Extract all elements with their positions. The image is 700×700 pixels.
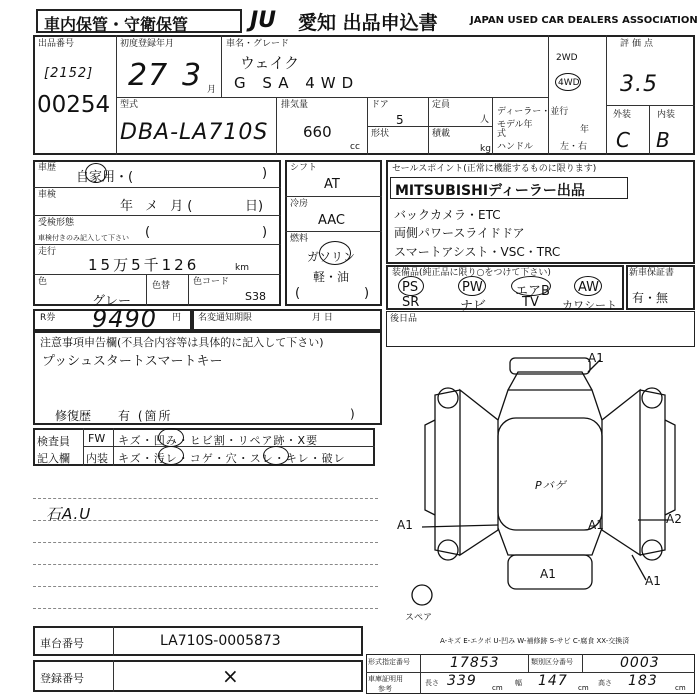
lot-number: 00254 (37, 92, 111, 118)
month-unit: 月 (207, 85, 217, 95)
warranty-label: 新車保証書 (629, 268, 675, 278)
capacity-unit: 人 (480, 115, 490, 125)
diagram-left-outline (435, 390, 460, 555)
diagram-windshield (508, 372, 592, 390)
plate-label: 登録番号 (40, 672, 84, 685)
diagram-wheel-rear-right (642, 540, 662, 560)
inspection-value: 年 メ 月( (120, 199, 197, 214)
sales-point-3: 両側パワースライドドア (394, 226, 525, 240)
ownership-open: ( (145, 225, 151, 240)
diagram-right-side (602, 390, 640, 555)
shape-label: 形状 (371, 129, 390, 139)
mileage-value: 15万5千126 (88, 256, 200, 274)
spare-label: スペア (405, 613, 433, 623)
diagram-roof (498, 418, 602, 530)
shift-value: AT (324, 177, 340, 192)
ownership-close: ) (262, 225, 268, 240)
repair-label: 修復歴 (55, 409, 92, 423)
repair-close: ) (350, 407, 355, 421)
mark-a1-quarter: A1 (588, 518, 604, 532)
color-code: S38 (245, 290, 266, 303)
dent-circle (158, 428, 184, 447)
inspector-note: 石A.U (46, 505, 92, 523)
length-label: 長さ (425, 679, 439, 687)
diagram-a1-rear-leader (632, 555, 646, 580)
equipment-label: 装備品(純正品に限り○をつけて下さい) (392, 268, 551, 278)
damage-legend: A-キズ E-エクボ U-凹み W-補修跡 S-サビ C-腐食 XX-交換済 (440, 637, 630, 645)
diagram-hood (498, 390, 602, 420)
ownership-sub: 車検付きのみ記入して下さい (38, 234, 129, 242)
aw-circle (574, 276, 602, 296)
vehicle-grade: G SA 4WD (234, 74, 360, 92)
sales-point-4: スマートアシスト・VSC・TRC (394, 245, 561, 259)
history-label: 車歴 (38, 163, 57, 173)
storage-label: 車内保管・守衛保管 (44, 15, 189, 34)
sales-point-1: MITSUBISHIディーラー出品 (395, 183, 585, 199)
equip-airbag: エアB (515, 284, 550, 299)
equip-tv: TV (522, 295, 539, 310)
sales-point-1-box (390, 177, 628, 199)
reference-label: 参考 (378, 685, 392, 693)
history-value: 自家用・( (76, 170, 134, 185)
score-value: 3.5 (620, 72, 658, 97)
dealer-label: ディーラー・並行 (497, 107, 569, 117)
airbag-circle (511, 276, 551, 296)
height-value: 183 (628, 673, 658, 689)
repair-value: 有 (箇所 (118, 409, 173, 423)
diagram-right-mirror (665, 420, 675, 515)
mark-roof: Pバゲ (535, 479, 567, 492)
lot-label: 出品番号 (38, 39, 75, 49)
capacity-label: 定員 (432, 100, 451, 110)
fuel-options-1: ガソリン (307, 250, 356, 264)
doors-label: ドア (371, 100, 389, 110)
cooling-value: AAC (318, 213, 345, 228)
storage-label-box (36, 9, 242, 33)
length-value: 339 (447, 673, 477, 689)
doors-value: 5 (396, 113, 404, 127)
warranty-value: 有・無 (632, 291, 669, 305)
length-unit: cm (492, 684, 503, 692)
color-label: 色 (38, 277, 48, 287)
registration-month: 3 (182, 58, 203, 93)
equip-aw: AW (578, 280, 600, 295)
fw-items: キズ・凹み・ヒビ割・リペア跡・X要 (118, 434, 319, 447)
equip-navi: ナビ (460, 299, 487, 314)
displacement-value: 660 (303, 123, 332, 141)
fw-label: FW (88, 432, 106, 445)
equip-sr: SR (402, 295, 420, 310)
later-items-label: 後日品 (390, 314, 418, 324)
width-value: 147 (538, 673, 568, 689)
inspection-label: 車検 (38, 190, 57, 200)
type-spec-label: 形式指定番号 (368, 658, 410, 666)
vehicle-name-label: 車名・グレード (226, 39, 290, 49)
interior-label: 内装 (657, 110, 676, 120)
equip-pw: PW (462, 280, 483, 295)
category-number: 0003 (620, 655, 660, 671)
handle-label: ハンドル (497, 142, 534, 152)
model-year-label: モデル年式 (497, 120, 533, 139)
load-unit: kg (480, 144, 491, 154)
interior-label-row: 内装 (86, 452, 108, 465)
mark-a2-right: A2 (666, 512, 682, 526)
inspection-close: 日) (245, 199, 264, 214)
cooling-label: 冷房 (290, 199, 309, 209)
association-name: JAPAN USED CAR DEALERS ASSOCIATION (470, 15, 698, 26)
private-use-circle (85, 163, 107, 183)
height-label: 高さ (598, 679, 612, 687)
equip-power-seat: カワシート (562, 299, 617, 312)
mileage-label: 走行 (38, 247, 57, 257)
type-spec-number: 17853 (450, 655, 500, 671)
vehicle-name: ウェイク (240, 54, 300, 72)
recycle-value: 9490 (92, 305, 158, 333)
registration-label: 初度登録年月 (120, 39, 175, 49)
exterior-label: 外装 (613, 110, 632, 120)
handle-options: 左・右 (560, 142, 588, 152)
gasoline-circle (319, 241, 351, 265)
fuel-open: ( (295, 286, 301, 301)
height-unit: cm (675, 684, 686, 692)
diagram-wheel-front-right (642, 388, 662, 408)
fuel-options-2: 軽・油 (313, 270, 350, 284)
lot-bracket: [2152] (44, 66, 94, 81)
wear-circle (263, 446, 289, 465)
fuel-label: 燃料 (290, 234, 309, 244)
stain-circle (158, 446, 184, 465)
score-label: 評価点 (620, 39, 657, 49)
history-close: ) (262, 166, 268, 181)
displacement-label: 排気量 (281, 100, 309, 110)
shift-label: シフト (290, 163, 318, 173)
model-value: DBA-LA710S (120, 120, 269, 145)
plate-value: × (222, 664, 239, 688)
mark-a1-left: A1 (397, 518, 413, 532)
category-label: 類別区分番号 (531, 658, 573, 666)
recycle-label: R券 (40, 313, 56, 323)
recycle-unit: 円 (172, 313, 182, 323)
interior-score: B (656, 128, 671, 152)
mark-a1-rear: A1 (540, 567, 556, 581)
width-unit: cm (578, 684, 589, 692)
model-label: 型式 (120, 100, 139, 110)
chassis-number: LA710S-0005873 (160, 633, 281, 649)
ju-logo: JU (250, 8, 277, 33)
diagram-right-outline (640, 390, 665, 555)
color-code-label: 色コード (193, 277, 230, 287)
diagram-spare-tire (412, 585, 432, 605)
mark-a1-rear-right: A1 (645, 574, 661, 588)
displacement-unit: cc (350, 142, 360, 152)
notes-line-1: プッシュスタートスマートキー (42, 354, 223, 369)
diagram-left-mirror (425, 420, 435, 515)
mark-a1-front: A1 (588, 351, 604, 365)
drive-4wd-circle (555, 73, 581, 91)
notes-label: 注意事項申告欄(不具合内容等は具体的に記入して下さい) (40, 336, 324, 349)
exterior-score: C (616, 128, 631, 152)
diagram-wheel-rear-left (438, 540, 458, 560)
registration-year: 27 (128, 58, 169, 93)
drive-2wd: 2WD (556, 53, 578, 63)
equip-ps: PS (402, 280, 419, 295)
notice-label: 名変通知期限 (198, 313, 253, 323)
sales-points-label: セールスポイント(正常に機能するものに限ります) (392, 164, 597, 174)
pw-circle (458, 276, 486, 296)
color-change-label: 色替 (152, 281, 171, 291)
drive-4wd: 4WD (558, 78, 580, 88)
garage-cert-label: 車庫証明用 (368, 675, 403, 683)
model-year-unit: 年 (580, 125, 590, 135)
inspector-label-1: 検査員 (37, 435, 70, 448)
form-title: 愛知 出品申込書 (298, 12, 438, 34)
ps-circle (398, 276, 424, 296)
later-items-box (386, 311, 695, 347)
diagram-rear-window (498, 528, 602, 555)
sales-point-2: バックカメラ・ETC (394, 208, 501, 222)
mileage-unit: km (235, 263, 249, 273)
diagram-left-side (460, 390, 498, 555)
fuel-close: ) (364, 286, 370, 301)
diagram-wheel-front-left (438, 388, 458, 408)
chassis-label: 車台番号 (40, 637, 84, 650)
inspector-label-2: 記入欄 (37, 452, 70, 465)
notice-unit: 月 日 (312, 313, 333, 323)
load-label: 積載 (432, 129, 451, 139)
interior-items: キズ・汚レ・コゲ・穴・スレ・キレ・破レ (118, 452, 346, 465)
ownership-label: 受検形態 (38, 218, 75, 228)
width-label: 幅 (515, 679, 522, 687)
color-value: グレー (92, 294, 132, 309)
